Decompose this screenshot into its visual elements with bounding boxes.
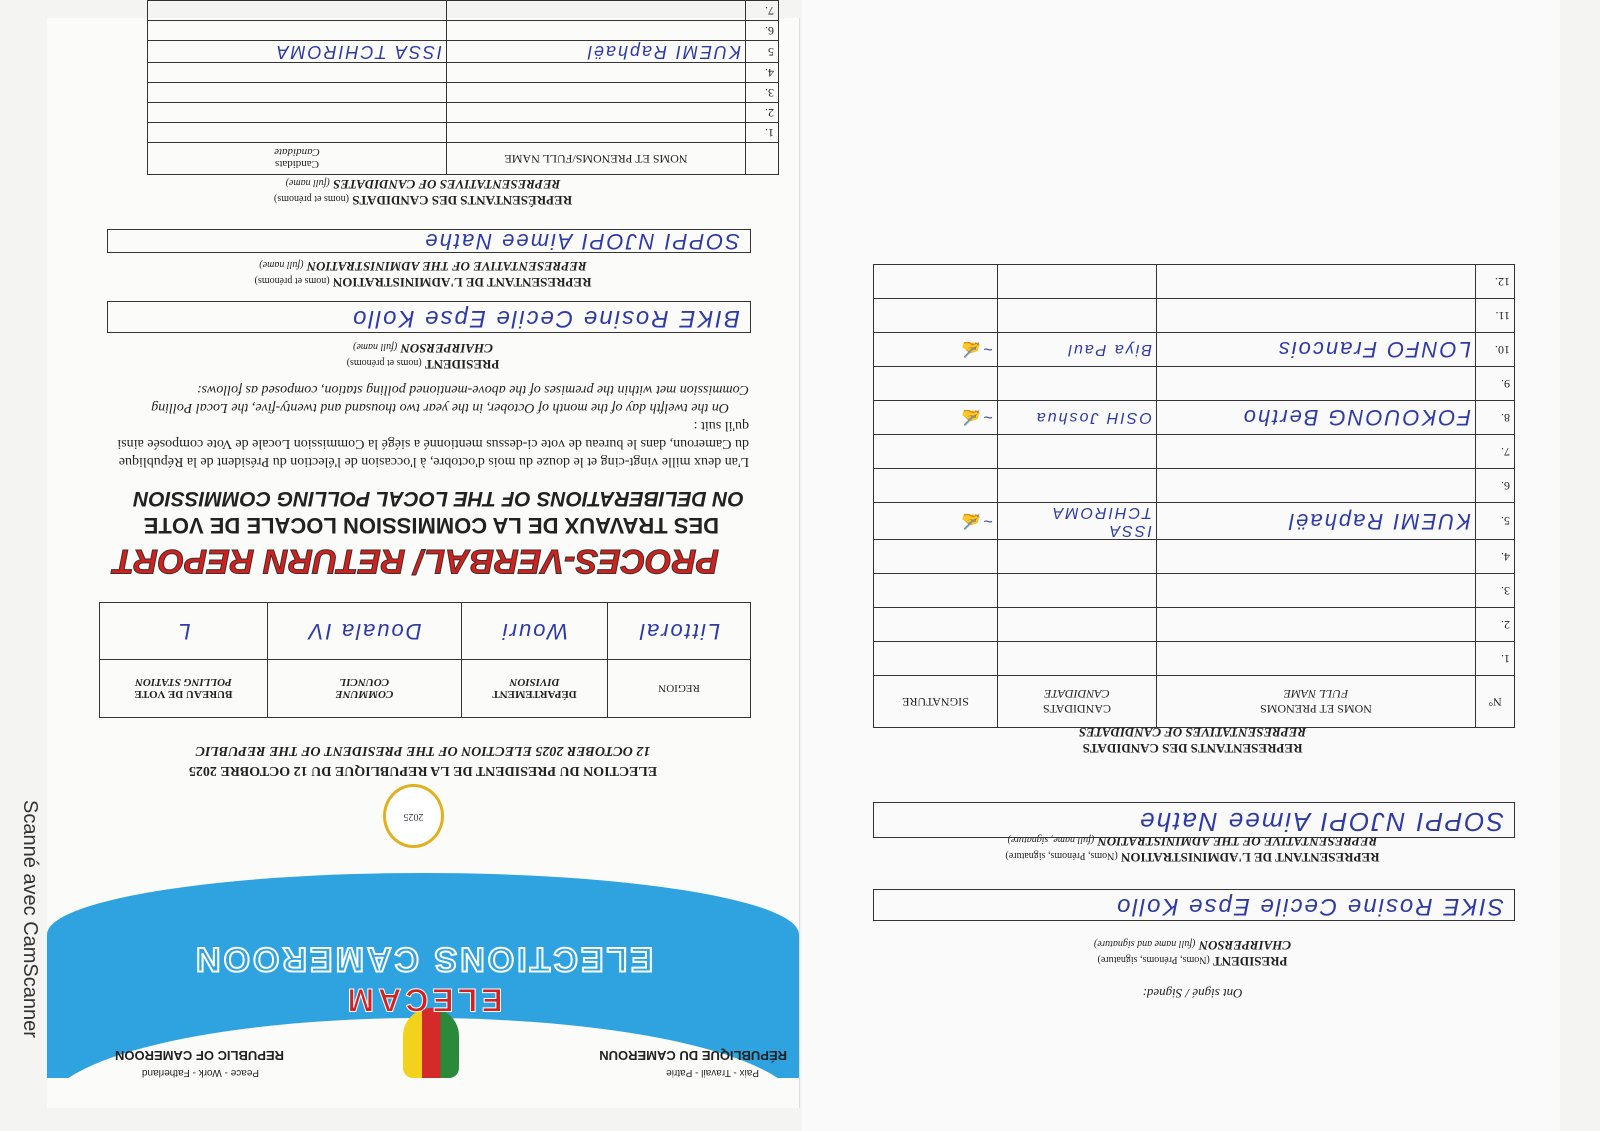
rep-name (1157, 469, 1476, 503)
rep-signature (874, 608, 998, 642)
table-row (148, 103, 779, 123)
admin-hint-en: (full name) (259, 259, 304, 270)
sig-reps-table (873, 264, 1515, 728)
sig-cand-header-fr: CANDIDATS (1043, 702, 1112, 717)
reps-label: REPRÉSENTANTS DES CANDIDATS (352, 193, 573, 208)
table-row (874, 574, 1515, 608)
row-number: 3. (746, 83, 779, 103)
row-number: 12. (1476, 265, 1515, 299)
report-title: PROCES-VERBAL/ RETURN REPORT (113, 542, 719, 580)
rep-candidate (998, 469, 1157, 503)
table-row (874, 608, 1515, 642)
rep-signature (874, 367, 998, 401)
rep-candidate: OSIH Joshua (998, 401, 1157, 435)
row-number: 1. (1476, 642, 1515, 676)
rep-name: KUEMI Raphaël (1157, 503, 1476, 540)
rep-candidate (998, 608, 1157, 642)
camscanner-watermark: Scanné avec CamScanner (19, 800, 41, 1038)
sig-admin-hint: (Noms, Prénoms, signature) (1005, 850, 1118, 861)
cand-header-fr: Candidats (275, 158, 319, 171)
rep-name (1157, 299, 1476, 333)
row-number: 1. (746, 123, 779, 143)
region-value: Littoral (608, 603, 751, 660)
reps-hint: (noms et prénoms) (273, 193, 349, 204)
rep-signature (874, 642, 998, 676)
president-label: PRESIDENT (424, 357, 500, 372)
row-number: 4. (1476, 540, 1515, 574)
rep-signature: ~✍ (874, 401, 998, 435)
num-header: N° (1476, 676, 1515, 728)
council-value: Douala IV (267, 603, 461, 660)
table-row (148, 123, 779, 143)
rep-candidate: ISSA TCHIROMA (148, 41, 447, 63)
row-number: 8. (1476, 401, 1515, 435)
sig-admin-label: REPRESENTANT DE L'ADMINISTRATION (1120, 850, 1380, 865)
table-row (874, 299, 1515, 333)
row-number: 7. (1476, 435, 1515, 469)
signed-label: Ont signé / Signed: (1142, 986, 1243, 1001)
sig-reps-label-en: REPRESENTATIVES OF CANDIDATES (1078, 725, 1307, 740)
seal-year: 2025 (403, 811, 424, 822)
rep-candidate (148, 21, 447, 41)
coat-of-arms (403, 1008, 459, 1078)
council-header-fr: COMMUNE (335, 688, 394, 701)
table-row (148, 1, 779, 21)
rep-candidate (148, 1, 447, 21)
sig-admin-field: SOPPI NJOPI Aimee Nathe (873, 802, 1515, 838)
rep-name (1157, 265, 1476, 299)
rep-name (447, 1, 746, 21)
rep-name (447, 83, 746, 103)
rep-name (1157, 435, 1476, 469)
rep-candidate: ISSA TCHIROMA (998, 503, 1157, 540)
sig-admin-hint-en: (full name, signature) (1007, 834, 1095, 845)
rep-name: FOKOUONG Bertho (1157, 401, 1476, 435)
report-subtitle-en: ON DELIBERATIONS OF THE LOCAL POLLING COMMISSION (133, 487, 744, 510)
rep-name (1157, 367, 1476, 401)
row-number: 6. (746, 21, 779, 41)
row-number: 10. (1476, 333, 1515, 367)
row-number: 4. (746, 63, 779, 83)
row-number: 6. (1476, 469, 1515, 503)
reps-table (147, 0, 779, 175)
intro-en: On the twelfth day of the month of October, in the year two thousand and twenty-five, the Local Polling Commission met within the premises of the above-mentioned polling station, composed as follows: (151, 382, 749, 415)
rep-name (1157, 574, 1476, 608)
signature-header: SIGNATURE (874, 676, 998, 728)
table-row (148, 21, 779, 41)
rep-name (1157, 642, 1476, 676)
admin-label: REPRESENTANT DE L'ADMINISTRATION (332, 275, 592, 290)
rep-candidate (148, 63, 447, 83)
table-row (874, 540, 1515, 574)
rep-name (1157, 540, 1476, 574)
motto-en: Peace - Work - Fatherland (141, 1067, 259, 1078)
admin-hint: (noms et prénoms) (254, 275, 330, 286)
table-row (148, 83, 779, 103)
sig-chair-hint: (full name and signature) (1093, 938, 1196, 949)
reps-label-en: REPRESENTATIVES OF CANDIDATES (333, 177, 561, 192)
rep-candidate (998, 540, 1157, 574)
rep-candidate (148, 123, 447, 143)
sig-reps-label: REPRESENTANTS DES CANDIDATS (1082, 741, 1303, 756)
rep-name (447, 63, 746, 83)
rep-candidate (148, 83, 447, 103)
republic-fr: RÉPUBLIQUE DU CAMEROUN (599, 1048, 787, 1063)
rep-signature (874, 574, 998, 608)
rep-signature: ~✍ (874, 333, 998, 367)
brand-name: ELECTIONS CAMEROON (192, 940, 654, 978)
rep-signature (874, 299, 998, 333)
rep-signature (874, 265, 998, 299)
rep-candidate (998, 642, 1157, 676)
signatures-page (802, 0, 1560, 1131)
rep-candidate: Biya Paul (998, 333, 1157, 367)
table-row (148, 41, 779, 63)
president-field: BIKE Rosine Cecile Epse Kollo (107, 301, 751, 333)
sig-president-label: PRESIDENT (1213, 954, 1288, 969)
table-row (148, 63, 779, 83)
election-title-en: 12 OCTOBER 2025 ELECTION OF THE PRESIDENT OF THE REPUBLIC (195, 743, 651, 758)
station-header-en: POLLING STATION (135, 676, 232, 689)
table-row (874, 333, 1515, 367)
sig-name-header-fr: NOMS ET PRENOMS (1260, 702, 1372, 717)
sig-president-field: SIKE Rosine Cecile Epse Kollo (873, 889, 1515, 921)
table-row (874, 469, 1515, 503)
rep-signature (874, 540, 998, 574)
name-header: NOMS ET PRENOMS/FULL NAME (447, 143, 746, 175)
rep-name (447, 21, 746, 41)
location-table (99, 602, 751, 718)
brand-short: ELECAM (343, 982, 503, 1018)
president-hint: (noms et prénoms) (346, 357, 422, 368)
rep-signature (874, 469, 998, 503)
sig-cand-header-en: CANDIDATE (1044, 687, 1110, 702)
sig-chair-label: CHAIRPERSON (1198, 938, 1292, 953)
republic-en: REPUBLIC OF CAMEROON (115, 1048, 284, 1063)
row-number: 3. (1476, 574, 1515, 608)
chair-hint: (full name) (353, 341, 398, 352)
table-row (874, 503, 1515, 540)
rep-name: LONFO Francois (1157, 333, 1476, 367)
row-number: 2. (746, 103, 779, 123)
rep-candidate (998, 367, 1157, 401)
council-header-en: COUNCIL (339, 676, 390, 689)
rep-candidate (998, 265, 1157, 299)
region-header: REGION (658, 682, 700, 695)
station-value: L (100, 603, 268, 660)
station-header-fr: BUREAU DE VOTE (134, 688, 233, 701)
row-number: 7. (746, 1, 779, 21)
rep-name: KUEMI Raphaël (447, 41, 746, 63)
rep-candidate (148, 103, 447, 123)
motto-fr: Paix - Travail - Patrie (666, 1067, 759, 1078)
row-number: 9. (1476, 367, 1515, 401)
cover-page (47, 4, 800, 1108)
intro-fr: L'an deux mille vingt-cing et le douze du mois d'octobre, à l'occasion de l'élection du Président de la République du Cameroun, dans le bureau de vote ci-dessus mentionné a siégé la Commission Locale de Vote composée ainsi qu'il suit : (117, 418, 749, 469)
elecam-seal (383, 784, 444, 848)
row-number: 5. (1476, 503, 1515, 540)
rep-candidate (998, 299, 1157, 333)
rep-name (447, 123, 746, 143)
table-row (874, 435, 1515, 469)
rep-candidate (998, 435, 1157, 469)
sig-name-header-en: FULL NAME (1283, 687, 1349, 702)
reps-hint-en: (full name) (285, 177, 330, 188)
row-number: 2. (1476, 608, 1515, 642)
cand-header-en: Candidate (274, 146, 320, 159)
table-row (874, 265, 1515, 299)
sig-president-hint: (Noms, Prénoms, signature) (1097, 954, 1210, 965)
election-title-fr: ELECTION DU PRESIDENT DE LA REPUBLIQUE DU 12 OCTOBRE 2025 (188, 763, 658, 778)
table-row (874, 642, 1515, 676)
rep-signature (874, 435, 998, 469)
rep-candidate (998, 574, 1157, 608)
division-header-fr: DÉPARTEMENT (492, 688, 577, 701)
division-value: Wouri (461, 603, 607, 660)
row-number: 5 (746, 41, 779, 63)
rep-name (1157, 608, 1476, 642)
admin-label-en: REPRESENTATIVE OF THE ADMINISTRATION (306, 259, 587, 274)
table-row (874, 401, 1515, 435)
chair-label: CHAIRPERSON (400, 341, 493, 356)
admin-field: SOPPI NJOPI Aimee Nathe (107, 229, 751, 253)
division-header-en: DIVISION (509, 676, 560, 689)
sig-admin-label-en: REPRESENTATIVE OF THE ADMINISTRATION (1097, 834, 1378, 849)
rep-signature: ~✍ (874, 503, 998, 540)
table-row (874, 367, 1515, 401)
rep-name (447, 103, 746, 123)
row-number: 11. (1476, 299, 1515, 333)
report-subtitle-fr: DES TRAVAUX DE LA COMMISSION LOCALE DE VOTE (143, 513, 719, 538)
